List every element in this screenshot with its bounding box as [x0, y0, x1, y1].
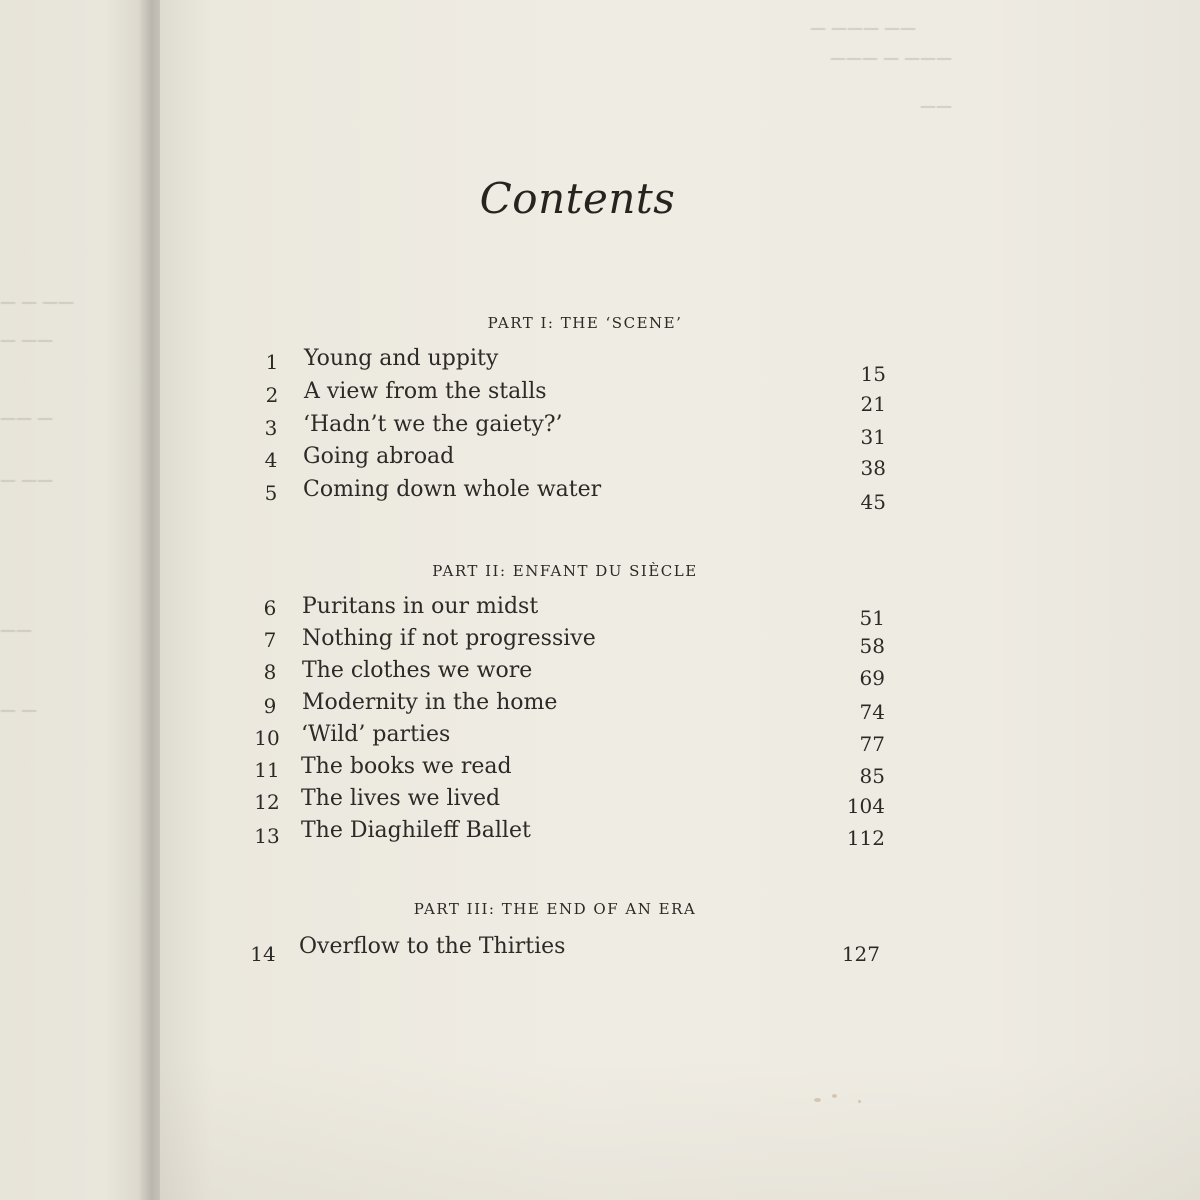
chapter-number: 2 [265, 383, 279, 407]
chapter-title: Coming down whole water [303, 477, 602, 502]
bleed-through-text: — — —— [0, 292, 75, 311]
chapter-page: 45 [860, 490, 886, 514]
chapter-page: 74 [859, 700, 885, 724]
chapter-number: 8 [263, 660, 277, 684]
chapter-page: 38 [860, 456, 886, 480]
bleed-through-text: ——— — ——— [830, 48, 953, 67]
chapter-title: The Diaghileff Ballet [301, 818, 531, 843]
chapter-number: 12 [254, 790, 280, 814]
part-heading: PART I: THE ‘SCENE’ [487, 314, 683, 332]
chapter-number: 6 [263, 596, 277, 620]
chapter-page: 58 [859, 634, 885, 658]
chapter-page: 112 [846, 826, 885, 850]
chapter-number: 13 [254, 824, 280, 848]
paper-stain [814, 1098, 821, 1102]
chapter-number: 7 [263, 628, 277, 652]
chapter-title: Going abroad [303, 444, 455, 469]
bleed-through-text: — —— [0, 470, 54, 489]
bleed-through-text: —— — [0, 408, 54, 427]
chapter-title: The books we read [301, 754, 512, 779]
bleed-through-text: —— [0, 620, 32, 639]
chapter-page: 85 [859, 764, 885, 788]
bleed-through-text: — —— [0, 330, 54, 349]
part-heading: PART III: THE END OF AN ERA [413, 900, 697, 918]
paper-stain [858, 1100, 861, 1103]
chapter-number: 1 [265, 350, 279, 374]
chapter-number: 3 [264, 416, 278, 440]
chapter-title: The lives we lived [301, 786, 501, 811]
chapter-page: 51 [859, 606, 885, 630]
chapter-page: 104 [846, 794, 885, 818]
page-shadow [160, 1060, 1200, 1200]
bleed-through-text: — — [0, 700, 38, 719]
chapter-title: ‘Hadn’t we the gaiety?’ [303, 412, 563, 437]
chapter-number: 11 [254, 758, 280, 782]
chapter-page: 69 [859, 666, 885, 690]
chapter-page: 127 [841, 942, 880, 966]
contents-title: Contents [479, 174, 676, 223]
chapter-title: The clothes we wore [302, 658, 533, 683]
chapter-page: 77 [859, 732, 885, 756]
bleed-through-text: —— [920, 96, 952, 115]
chapter-page: 15 [860, 362, 886, 386]
paper-stain [832, 1094, 837, 1098]
chapter-number: 10 [254, 726, 280, 750]
chapter-number: 4 [264, 448, 278, 472]
chapter-number: 14 [250, 942, 276, 966]
chapter-page: 21 [860, 392, 886, 416]
chapter-title: Modernity in the home [302, 690, 558, 715]
chapter-title: Overflow to the Thirties [299, 934, 566, 959]
chapter-number: 5 [264, 481, 278, 505]
bleed-through-text: — ——— —— [810, 18, 917, 37]
chapter-title: ‘Wild’ parties [301, 722, 451, 747]
chapter-title: A view from the stalls [304, 379, 547, 404]
chapter-title: Nothing if not progressive [302, 626, 596, 651]
chapter-number: 9 [263, 694, 277, 718]
chapter-page: 31 [860, 425, 886, 449]
part-heading: PART II: ENFANT DU SIÈCLE [432, 562, 698, 580]
chapter-title: Young and uppity [304, 346, 499, 371]
chapter-title: Puritans in our midst [302, 594, 539, 619]
